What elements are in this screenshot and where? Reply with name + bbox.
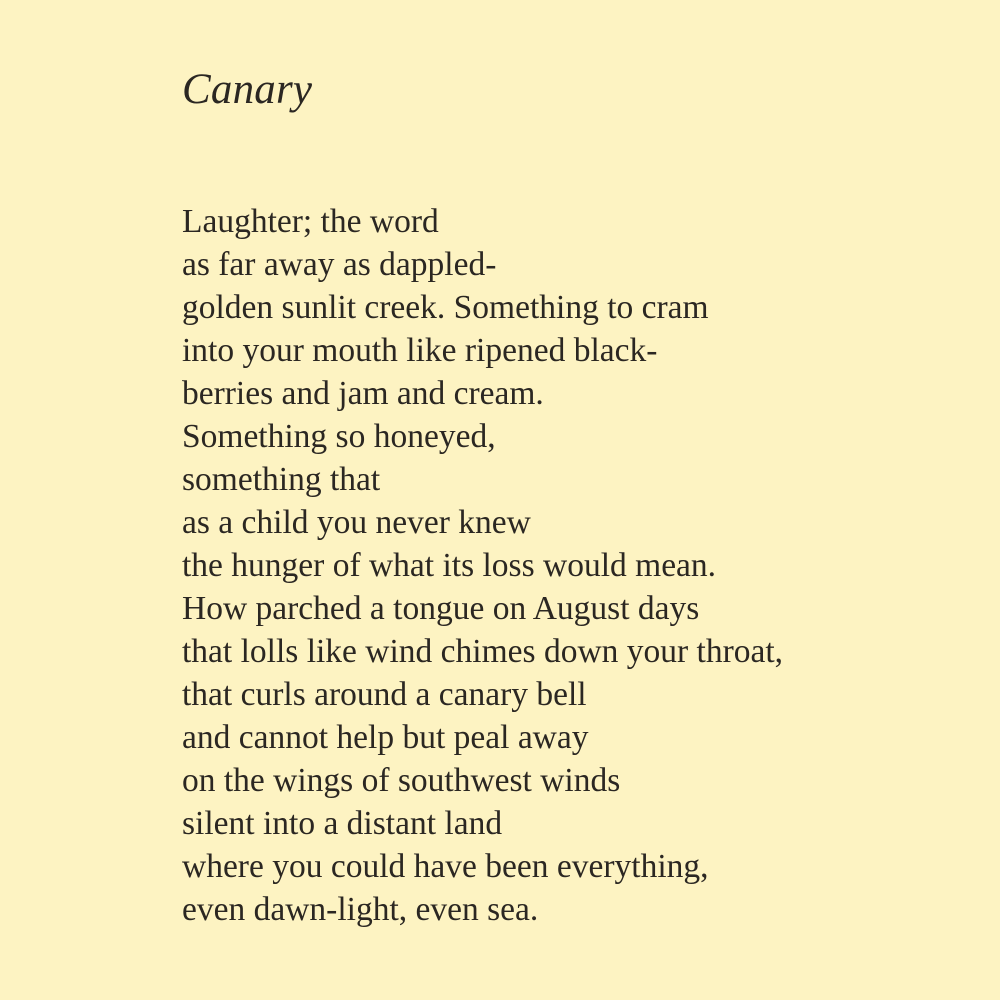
poem-line: on the wings of southwest winds bbox=[182, 762, 621, 799]
poem-line: even dawn-light, even sea. bbox=[182, 891, 539, 928]
poem-line: and cannot help but peal away bbox=[182, 719, 589, 756]
poem-line: where you could have been everything, bbox=[182, 848, 709, 885]
poem-line: berries and jam and cream. bbox=[182, 375, 544, 412]
poem-line: as a child you never knew bbox=[182, 504, 531, 541]
poem-line: Something so honeyed, bbox=[182, 418, 496, 455]
poem-line: silent into a distant land bbox=[182, 805, 503, 842]
poem-line: Laughter; the word bbox=[182, 203, 439, 240]
poem-line: golden sunlit creek. Something to cram bbox=[182, 289, 709, 326]
poem-line: that curls around a canary bell bbox=[182, 676, 587, 713]
poem-line: that lolls like wind chimes down your throat, bbox=[182, 633, 784, 670]
poem-title: Canary bbox=[182, 66, 313, 113]
poem-line: into your mouth like ripened black- bbox=[182, 332, 658, 369]
poem-line: the hunger of what its loss would mean. bbox=[182, 547, 717, 584]
poem-line: as far away as dappled- bbox=[182, 246, 497, 283]
poem-body bbox=[182, 200, 783, 931]
poem-line: How parched a tongue on August days bbox=[182, 590, 700, 627]
poem-line: something that bbox=[182, 461, 381, 498]
